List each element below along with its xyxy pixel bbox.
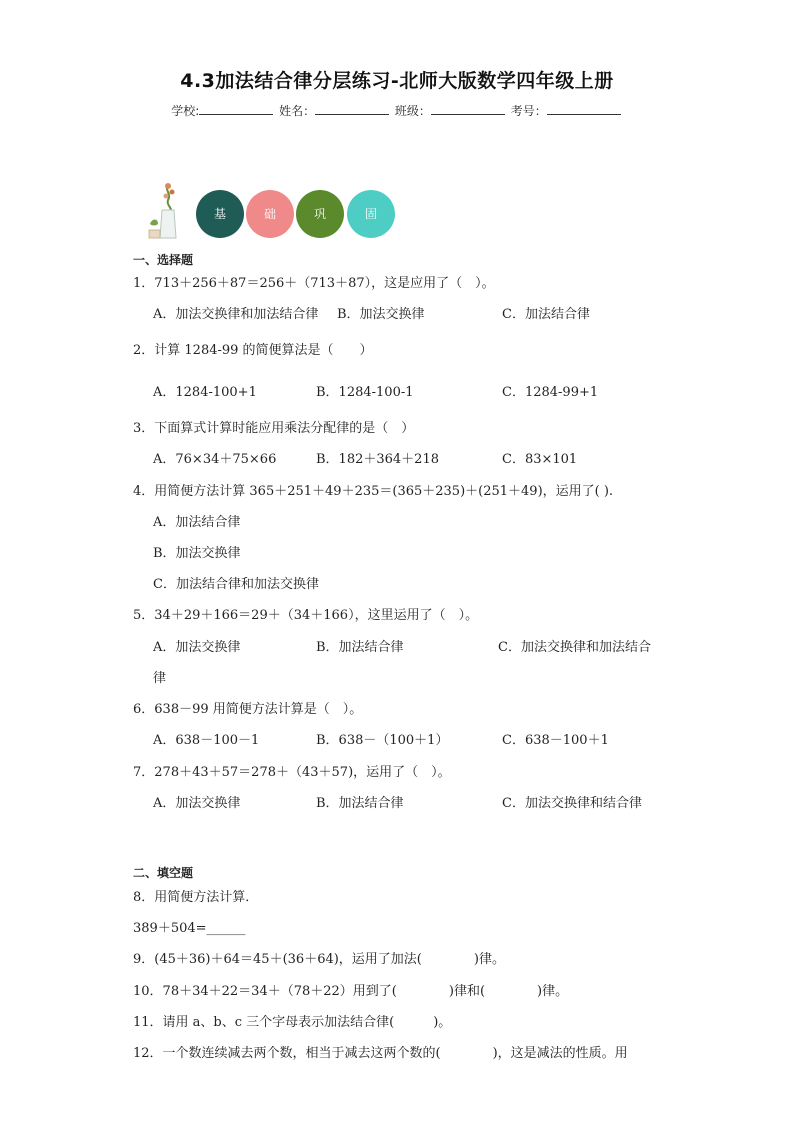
class-blank[interactable] [431,102,505,115]
page-title: 4.3加法结合律分层练习-北师大版数学四年级上册 [180,70,614,92]
school-label: 学校: [171,104,200,118]
q3-option-b[interactable]: B．182＋364＋218 [316,452,439,467]
question-12[interactable]: 12．一个数连续减去两个数，相当于减去这两个数的( )，这是减法的性质。用 [133,1046,628,1061]
question-10[interactable]: 10．78＋34＋22＝34＋（78＋22）用到了( )律和( )律。 [133,984,569,999]
q2-option-c[interactable]: C．1284-99+1 [502,385,599,400]
q1-option-b[interactable]: B．加法交换律 [337,307,425,322]
q2-option-b[interactable]: B．1284-100-1 [316,385,414,400]
question-7: 7．278＋43＋57＝278＋（43＋57)，运用了（ ）。 [133,765,451,780]
q7-option-a[interactable]: A．加法交换律 [153,796,241,811]
name-label: 姓名： [279,104,316,118]
number-label: 考号： [510,104,547,118]
q6-option-a[interactable]: A．638－100－1 [153,733,260,748]
question-8-expression[interactable]: 389＋504=______ [133,921,246,936]
q5-option-c[interactable]: C．加法交换律和加法结合 [498,640,651,655]
section-choice-title: 一、选择题 [133,253,194,267]
question-5: 5．34＋29＋166＝29＋（34＋166），这里运用了（ ）。 [133,608,479,623]
number-blank[interactable] [547,102,621,115]
q3-option-a[interactable]: A．76×34＋75×66 [153,452,277,467]
question-11[interactable]: 11．请用 a、b、c 三个字母表示加法结合律( )。 [133,1015,452,1030]
school-blank[interactable] [199,102,273,115]
question-9[interactable]: 9．(45＋36)＋64＝45＋(36＋64)，运用了加法( )律。 [133,952,505,967]
q5-option-a[interactable]: A．加法交换律 [153,640,241,655]
question-4: 4．用简便方法计算 365＋251＋49＋235＝(365＋235)＋(251＋49)，运用了( ). [133,484,614,499]
q4-option-c[interactable]: C．加法结合律和加法交换律 [153,577,319,592]
badge-ji: 基 [196,190,244,238]
badge-gu: 固 [347,190,395,238]
q4-option-a[interactable]: A．加法结合律 [153,515,241,530]
q3-option-c[interactable]: C．83×101 [502,452,578,467]
plant-vase-icon [146,180,186,242]
section-fill-title: 二、填空题 [133,866,194,880]
question-8: 8．用简便方法计算． [133,890,259,905]
badge-chu: 础 [246,190,294,238]
question-2: 2．计算 1284-99 的简便算法是（ ） [133,343,373,358]
student-info-line [0,102,794,119]
q1-option-c[interactable]: C．加法结合律 [502,307,590,322]
q6-option-b[interactable]: B．638－（100＋1） [316,733,449,748]
q7-option-c[interactable]: C．加法交换律和结合律 [502,796,642,811]
q1-option-a[interactable]: A．加法交换律和加法结合律 [153,307,319,322]
question-1: 1．713＋256＋87＝256＋（713＋87），这是应用了（ ）。 [133,276,495,291]
question-6: 6．638－99 用简便方法计算是（ ）。 [133,702,363,717]
question-3: 3．下面算式计算时能应用乘法分配律的是（ ） [133,421,415,436]
q4-option-b[interactable]: B．加法交换律 [153,546,241,561]
name-blank[interactable] [315,102,389,115]
q5-option-c-wrap: 律 [153,671,167,686]
q5-option-b[interactable]: B．加法结合律 [316,640,404,655]
class-label: 班级： [394,104,431,118]
q6-option-c[interactable]: C．638－100＋1 [502,733,609,748]
q7-option-b[interactable]: B．加法结合律 [316,796,404,811]
q2-option-a[interactable]: A．1284-100+1 [153,385,257,400]
badge-gong: 巩 [296,190,344,238]
